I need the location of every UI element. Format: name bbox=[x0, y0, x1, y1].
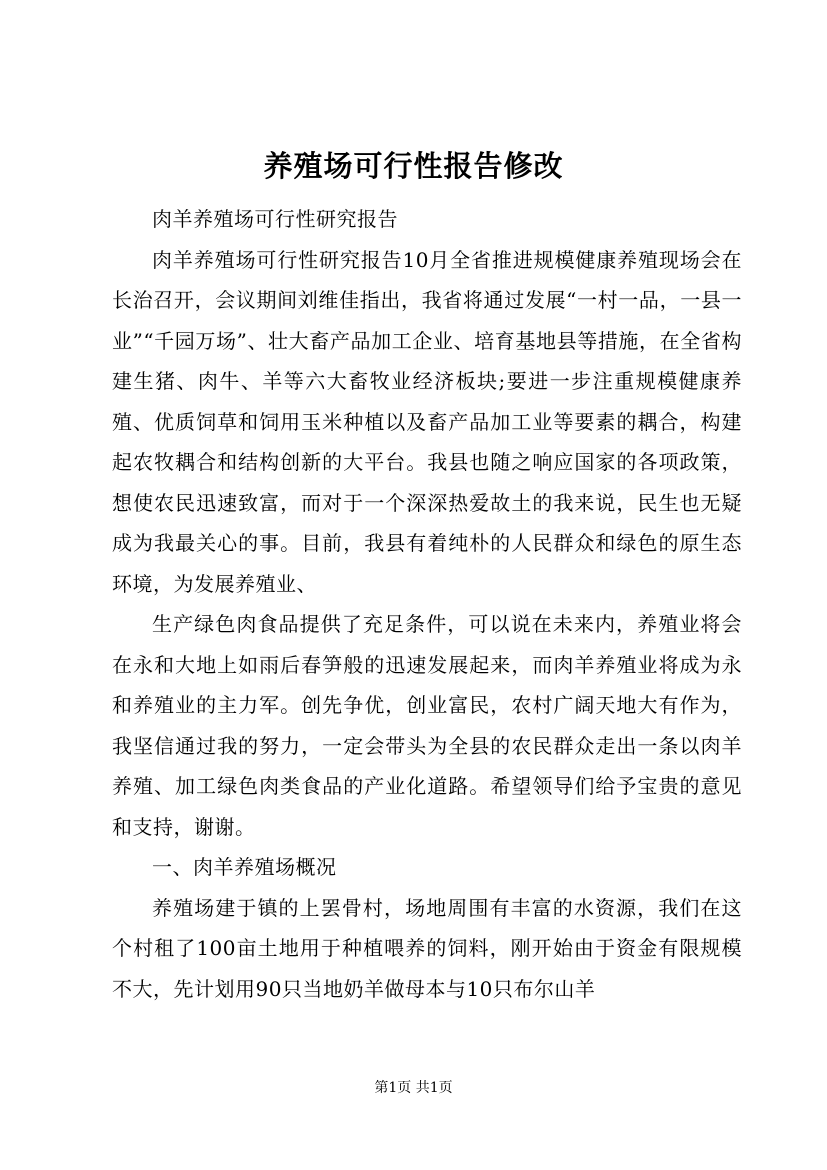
page-footer: 第1页 共1页 bbox=[374, 1080, 453, 1096]
document-title: 养殖场可行性报告修改 bbox=[263, 149, 564, 183]
section-heading: 一、肉羊养殖场概况 bbox=[152, 855, 337, 879]
paragraph-continuation: 生产绿色肉食品提供了充足条件，可以说在未来内，养殖业将会在永和大地上如雨后春笋般的迅速发展起来，而肉羊养殖业将成为永和养殖业的主力军。创先争优，创业富民，农村广阔天地大有作为，我坚信通过我的努力，一定会带头为全县的农民群众走出一条以肉羊养殖、加工绿色肉类食品的产业化道路。希望领导们给予宝贵的意见和支持，谢谢。 bbox=[112, 612, 742, 839]
document-body bbox=[112, 199, 742, 1009]
paragraph-overview: 养殖场建于镇的上罢骨村，场地周围有丰富的水资源，我们在这个村租了100亩土地用于种植喂养的饲料，刚开始由于资金有限规模不大，先计划用90只当地奶羊做母本与10只布尔山羊 bbox=[112, 895, 742, 1001]
paragraph-intro: 肉羊养殖场可行性研究报告10月全省推进规模健康养殖现场会在长治召开，会议期间刘维佳指出，我省将通过发展“一村一品，一县一业”“千园万场”、壮大畜产品加工企业、培育基地县等措施，在全省构建生猪、肉牛、羊等六大畜牧业经济板块;要进一步注重规模健康养殖、优质饲草和饲用玉米种植以及畜产品加工业等要素的耦合，构建起农牧耦合和结构创新的大平台。我县也随之响应国家的各项政策，想使农民迅速致富，而对于一个深深热爱故土的我来说，民生也无疑成为我最关心的事。目前，我县有着纯朴的人民群众和绿色的原生态环境，为发展养殖业、 bbox=[112, 247, 742, 596]
paragraph-subtitle: 肉羊养殖场可行性研究报告 bbox=[152, 207, 398, 231]
